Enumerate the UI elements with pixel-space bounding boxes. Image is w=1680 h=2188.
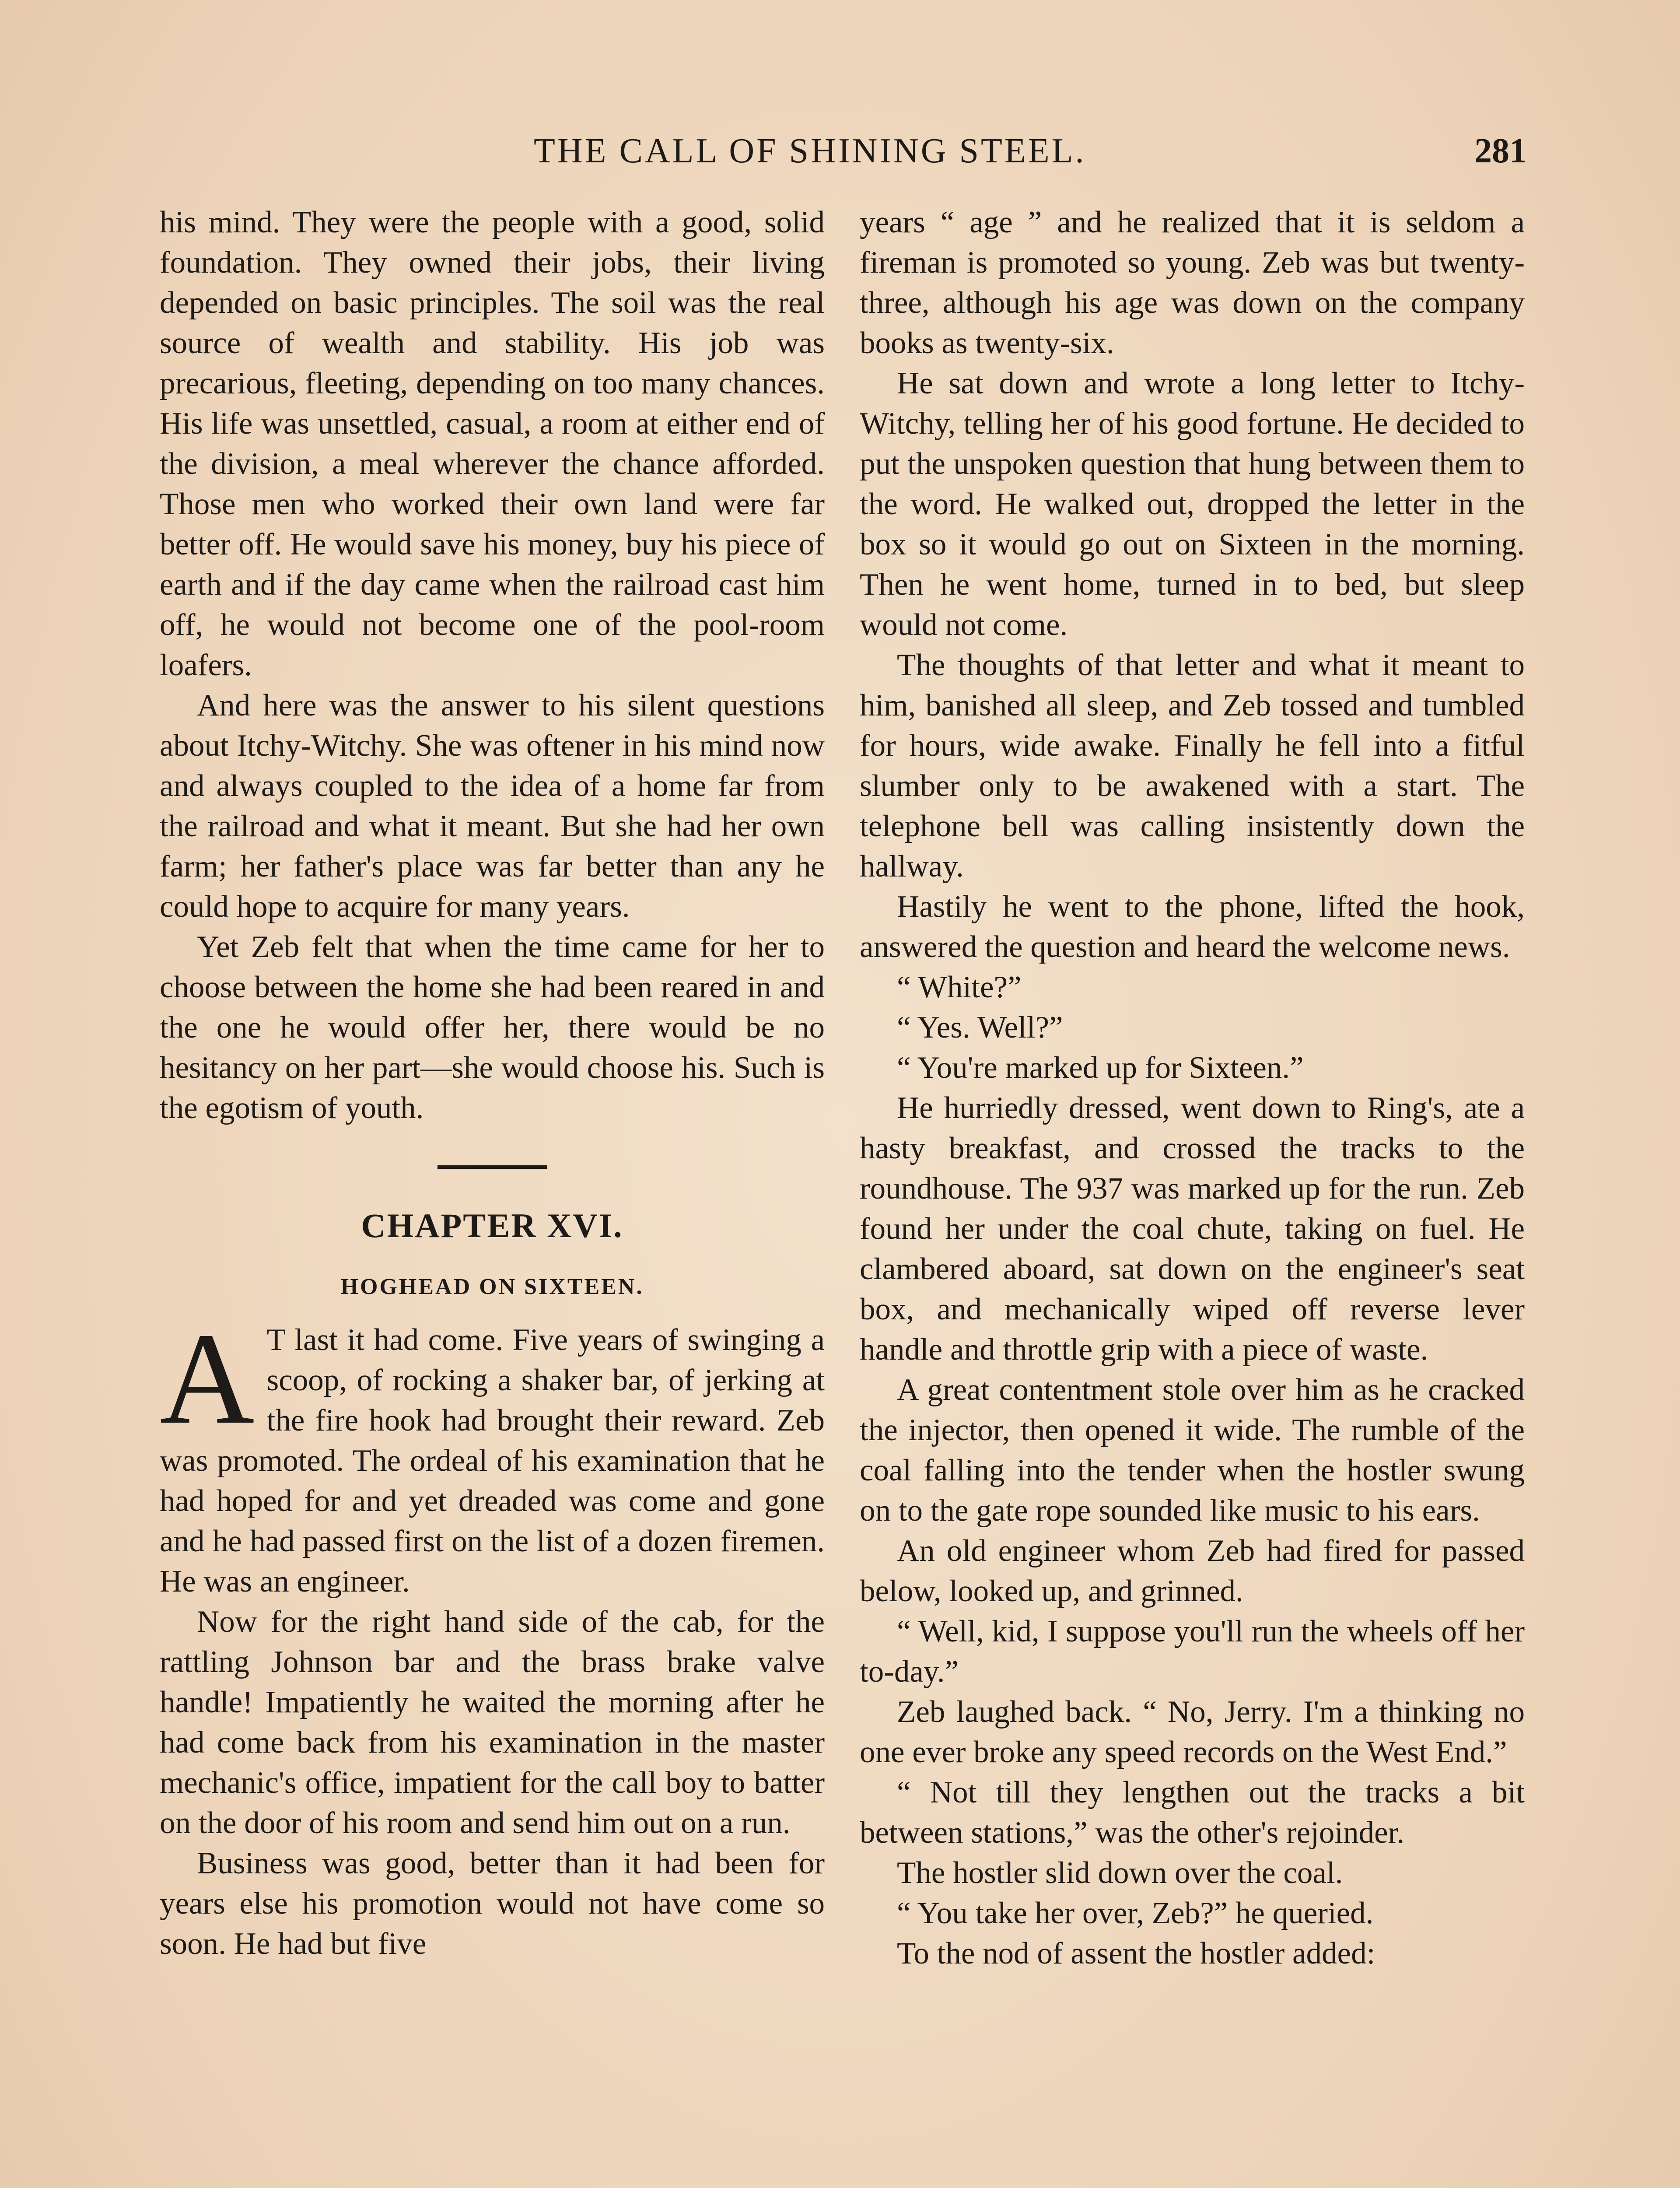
running-head: THE CALL OF SHINING STEEL. [534,132,1086,170]
section-divider [438,1165,547,1169]
chapter-subtitle: HOGHEAD ON SIXTEEN. [340,1274,644,1299]
dialogue-line: “ Well, kid, I suppose you'll run the wheels off her to-day.” [860,1614,1525,1689]
paragraph: He sat down and wrote a long letter to Itchy-Witchy, telling her of his good fortune. He decided to put the unspoken question that hung between them to the word. He walked out, dropped the letter in the box so it would go out on Sixteen in the morning. Then he went home, turned in to bed, but sleep would not come. [860,366,1525,642]
paragraph: He hurriedly dressed, went down to Ring's, ate a hasty breakfast, and crossed the tracks to the roundhouse. The 937 was marked up for the run. Zeb found her under the coal chute, taking on fuel. He clambered aboard, sat down on the engineer's seat box, and mechanically wiped off reverse lever handle and throttle grip with a piece of waste. [860,1091,1525,1367]
paragraph: Yet Zeb felt that when the time came for her to choose between the home she had been reared in and the one he would offer her, there would be no hesitancy on her part—she would choose his. Such is the egotism of youth. [160,930,825,1125]
paragraph: Zeb laughed back. “ No, Jerry. I'm a thinking no one ever broke any speed records on the West End.” [860,1695,1525,1769]
chapter-title: CHAPTER XVI. [361,1206,623,1245]
dialogue-line: “ Not till they lengthen out the tracks a bit between stations,” was the other's rejoinder. [860,1775,1525,1850]
paragraph: years “ age ” and he realized that it is seldom a fireman is promoted so young. Zeb was but twenty-three, although his age was down on the company books as twenty-six. [860,205,1525,360]
paragraph: Hastily he went to the phone, lifted the hook, answered the question and heard the welcome news. [860,890,1525,964]
drop-cap: A [160,1306,255,1451]
page-header [534,131,1527,179]
chapter-opening-paragraph [160,1306,825,1602]
dialogue-line: “ Yes. Well?” [897,1010,1063,1045]
paragraph: his mind. They were the people with a good, solid foundation. They owned their jobs, their living depended on basic principles. The soil was the real source of wealth and stability. His job was precarious, fleeting, depending on too many chances. His life was unsettled, casual, a room at either end of the division, a meal wherever the chance afforded. Those men who worked their own land were far better off. He would save his money, buy his piece of earth and if the day came when the railroad cast him off, he would not become one of the pool-room loafers. [160,205,825,682]
page-number: 281 [1474,132,1527,170]
paragraph: The thoughts of that letter and what it meant to him, banished all sleep, and Zeb tossed and tumbled for hours, wide awake. Finally he fell into a fitful slumber only to be awakened with a start. The telephone bell was calling insistently down the hallway. [860,648,1525,884]
left-column [160,202,825,1964]
dialogue-line: “ White?” [897,970,1022,1004]
paragraph: To the nod of assent the hostler added: [897,1936,1376,1971]
chapter-opening-text: T last it had come. Five years of swinging a scoop, of rocking a shaker bar, of jerking at the fire hook had brought their reward. Zeb was promoted. The ordeal of his examination that he had hoped for and yet dreaded was come and gone and he had passed first on the list of a dozen firemen. He was an engineer. [160,1323,825,1599]
paragraph: A great contentment stole over him as he cracked the injector, then opened it wide. The rumble of the coal falling into the tender when the hostler swung on to the gate rope sounded like music to his ears. [860,1373,1525,1528]
paragraph: And here was the answer to his silent questions about Itchy-Witchy. She was oftener in his mind now and always coupled to the idea of a home far from the railroad and what it meant. But she had her own farm; her father's place was far better than any he could hope to acquire for many years. [160,688,825,924]
paragraph: Business was good, better than it had been for years else his promotion would not have come so soon. He had but five [160,1846,825,1961]
right-column [860,202,1525,1974]
dialogue-line: “ You're marked up for Sixteen.” [897,1051,1304,1085]
paragraph: An old engineer whom Zeb had fired for passed below, looked up, and grinned. [860,1534,1525,1608]
dialogue-line: “ You take her over, Zeb?” he queried. [897,1896,1374,1930]
paragraph: Now for the right hand side of the cab, for the rattling Johnson bar and the brass brake valve handle! Impatiently he waited the morning after he had come back from his examination in the master mechanic's office, impatient for the call boy to batter on the door of his room and send him out on a run. [160,1605,825,1840]
paragraph: The hostler slid down over the coal. [897,1856,1343,1890]
